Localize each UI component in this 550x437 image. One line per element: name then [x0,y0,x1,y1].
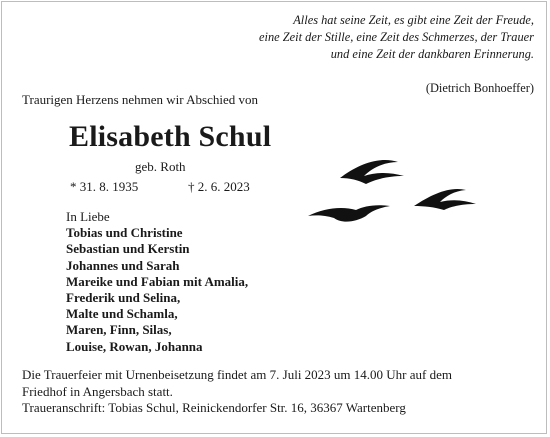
birth-date: * 31. 8. 1935 [70,179,139,194]
bird-icon [308,205,390,221]
family-member: Tobias und Christine [66,225,183,241]
bird-icon [414,189,476,210]
family-member: Louise, Rowan, Johanna [66,338,203,354]
quote-author: (Dietrich Bonhoeffer) [425,81,534,95]
deceased-name: Elisabeth Schul [69,120,272,153]
mourning-address: Traueranschrift: Tobias Schul, Reinickendorfer Str. 16, 36367 Wartenberg [22,400,406,415]
birth-name: geb. Roth [135,159,186,174]
family-member: Mareike und Fabian mit Amalia, [66,273,249,289]
ceremony-info [22,366,528,400]
family-member: Johannes und Sarah [66,257,180,273]
family-member: Frederik und Selina, [66,290,181,306]
ceremony-line: Friedhof in Angersbach statt. [22,384,173,399]
family-member: Malte und Schamla, [66,306,178,322]
death-date: † 2. 6. 2023 [188,179,250,194]
quote-line: und eine Zeit der dankbaren Erinnerung. [330,47,534,61]
family-list [66,209,248,355]
family-member: Sebastian und Kerstin [66,241,190,257]
family-lead: In Liebe [66,209,110,224]
bird-icon [340,160,404,184]
quote-line: eine Zeit der Stille, eine Zeit des Schmerzes, der Trauer [259,30,534,44]
family-member: Maren, Finn, Silas, [66,322,172,338]
flying-birds-icon [300,150,528,230]
quote-line: Alles hat seine Zeit, es gibt eine Zeit der Freude, [293,13,534,27]
intro-text: Traurigen Herzens nehmen wir Abschied von [22,92,258,107]
quote [204,12,534,63]
ceremony-line: Die Trauerfeier mit Urnenbeisetzung findet am 7. Juli 2023 um 14.00 Uhr auf dem [22,367,452,382]
